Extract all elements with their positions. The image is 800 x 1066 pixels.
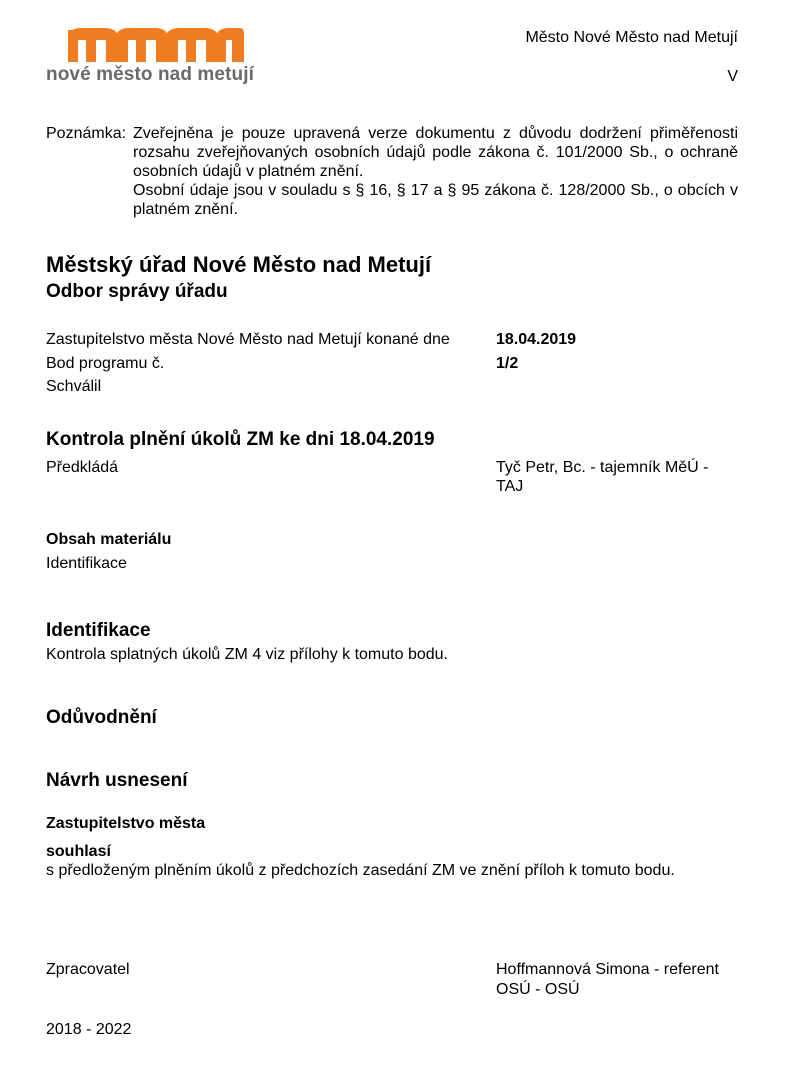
office-title: Městský úřad Nové Město nad Metují: [46, 252, 432, 277]
contents-item: Identifikace: [46, 555, 127, 572]
presenter-label: Předkládá: [46, 459, 119, 476]
header-letter: V: [727, 68, 738, 85]
resolution-heading: Návrh usnesení: [46, 770, 188, 791]
note-label: Poznámka:: [46, 125, 127, 142]
note-body: [133, 124, 738, 219]
prepared-label: Zpracovatel: [46, 961, 130, 978]
identification-text: Kontrola splatných úkolů ZM 4 viz přílohy k tomuto bodu.: [46, 646, 448, 663]
office-department: Odbor správy úřadu: [46, 281, 228, 302]
agenda-item-value: 1/2: [496, 355, 519, 372]
resolution-verb: souhlasí: [46, 843, 111, 860]
assembly-label: Zastupitelstvo města Nové Město nad Metují konané dne: [46, 331, 450, 348]
header-town: Město Nové Město nad Metují: [525, 29, 738, 46]
note-paragraph: Osobní údaje jsou v souladu s § 16, § 17 a § 95 zákona č. 128/2000 Sb., o obcích v platném znění.: [133, 182, 738, 218]
presenter-value: Tyč Petr, Bc. - tajemník MěÚ - TAJ: [496, 459, 709, 495]
note-paragraph: Zveřejněna je pouze upravená verze dokumentu z důvodu dodržení přiměřenosti rozsahu zveřejňovaných osobních údajů podle zákona č. 101/2000 Sb., o ochraně osobních údajů v platném znění.: [133, 125, 738, 180]
assembly-date: 18.04.2019: [496, 331, 577, 348]
resolution-body: Zastupitelstvo města: [46, 815, 206, 832]
approved-label: Schválil: [46, 378, 102, 395]
logo-text: nové město nad metují: [46, 64, 254, 85]
agenda-item-label: Bod programu č.: [46, 355, 165, 372]
identification-heading: Identifikace: [46, 620, 151, 641]
contents-heading: Obsah materiálu: [46, 531, 172, 548]
justification-heading: Odůvodnění: [46, 707, 157, 728]
material-title: Kontrola plnění úkolů ZM ke dni 18.04.2019: [46, 429, 435, 450]
resolution-text: s předloženým plněním úkolů z předchozích zasedání ZM ve znění příloh k tomuto bodu.: [46, 862, 675, 879]
logo-mark-icon: [46, 24, 246, 64]
prepared-name: Hoffmannová Simona - referent: [496, 961, 719, 978]
prepared-unit: OSÚ - OSÚ: [496, 981, 580, 998]
term: 2018 - 2022: [46, 1021, 132, 1038]
